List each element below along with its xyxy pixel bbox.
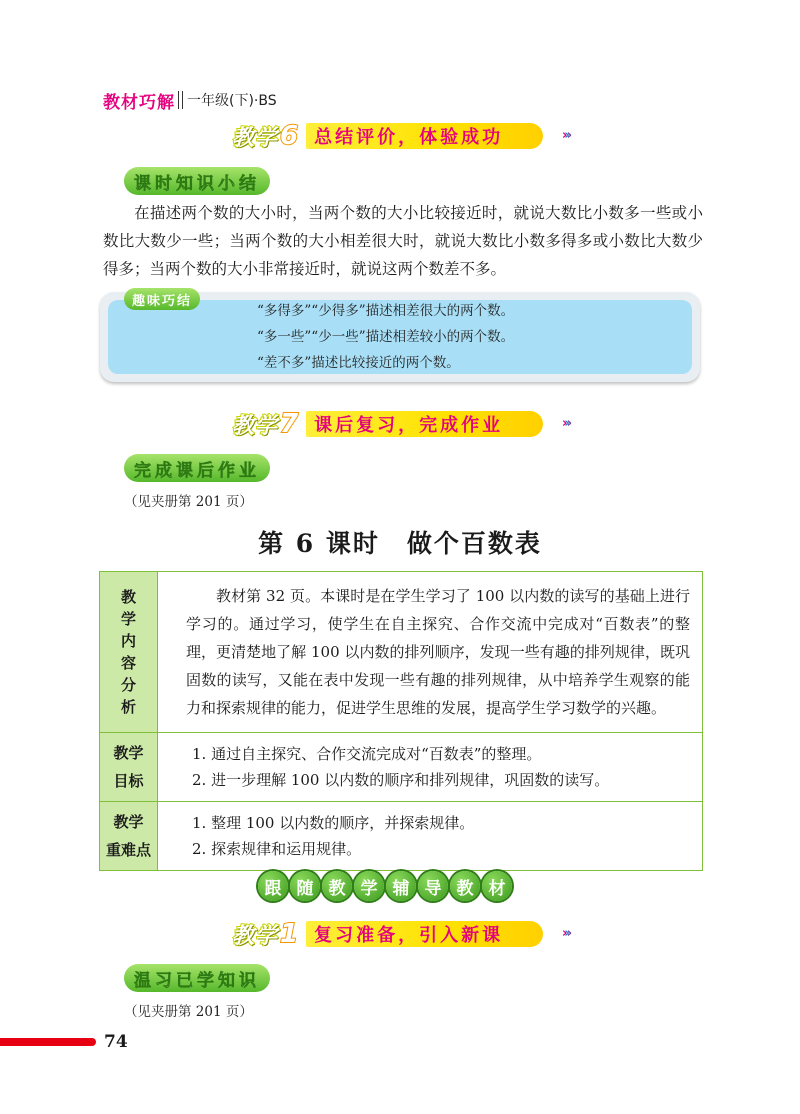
table-row-header <box>100 733 158 802</box>
step-number: 1 <box>280 919 299 949</box>
banner-char: 材 <box>482 871 512 901</box>
banner-char: 辅 <box>386 871 416 901</box>
lesson-plan-table <box>99 571 703 871</box>
fun-line: “多得多”“少得多”描述相差很大的两个数。 <box>257 303 515 319</box>
fun-summary-tag: 趣味巧结 <box>124 288 200 310</box>
table-row <box>100 802 703 871</box>
table-row-header <box>100 572 158 733</box>
page-number-bar <box>0 1038 96 1046</box>
step-number: 6 <box>280 121 299 151</box>
book-brand: 教材巧解 <box>103 92 175 113</box>
step-banner-7 <box>232 409 570 439</box>
step-banner-6 <box>232 121 570 151</box>
header-divider <box>178 91 183 109</box>
row-header-line: 目标 <box>113 772 144 790</box>
triple-chevron-icon: ››› <box>562 926 570 941</box>
table-row <box>100 733 703 802</box>
step-banner-1 <box>232 919 570 949</box>
step-tag: 教学 <box>232 923 279 949</box>
step-tag: 教学 <box>232 125 279 151</box>
banner-char: 随 <box>290 871 320 901</box>
list-item: 2. 进一步理解 100 以内数的顺序和排列规律，巩固数的读写。 <box>192 771 610 789</box>
page-number: 74 <box>104 1032 128 1052</box>
fun-line: “多一些”“少一些”描述相差较小的两个数。 <box>257 329 515 345</box>
step-title: 总结评价，体验成功 <box>314 127 504 148</box>
step-title-ribbon <box>306 123 570 149</box>
review-reference: （见夹册第 201 页） <box>124 1004 253 1020</box>
lesson-title: 第 6 课时 做个百数表 <box>258 529 542 558</box>
step-title: 课后复习，完成作业 <box>314 415 504 436</box>
step-number: 7 <box>280 409 299 439</box>
row-header-line: 重难点 <box>105 841 151 859</box>
table-row <box>100 572 703 733</box>
row-header-text: 教学内容分析 <box>120 588 136 716</box>
row-header-line: 教学 <box>113 744 144 762</box>
summary-section-label: 课时知识小结 <box>124 167 270 195</box>
grade-label: 一年级(下)·BS <box>187 93 277 109</box>
fun-summary-lines <box>257 298 514 376</box>
triple-chevron-icon: ››› <box>562 128 570 143</box>
step-title-ribbon <box>306 921 570 947</box>
homework-reference: （见夹册第 201 页） <box>124 494 253 510</box>
objectives-cell <box>158 733 703 802</box>
fun-line: “差不多”描述比较接近的两个数。 <box>257 355 460 371</box>
fun-summary-box <box>100 292 700 382</box>
banner-char: 学 <box>354 871 384 901</box>
running-header <box>103 88 277 112</box>
banner-char: 教 <box>322 871 352 901</box>
step-tag: 教学 <box>232 413 279 439</box>
step-title-ribbon <box>306 411 570 437</box>
step-title: 复习准备，引入新课 <box>314 925 504 946</box>
list-item: 1. 整理 100 以内数的顺序，并探索规律。 <box>192 814 475 832</box>
triple-chevron-icon: ››› <box>562 416 570 431</box>
banner-char: 跟 <box>258 871 288 901</box>
banner-char: 导 <box>418 871 448 901</box>
list-item: 1. 通过自主探究、合作交流完成对“百数表”的整理。 <box>192 745 542 763</box>
follow-teaching-banner <box>258 871 512 901</box>
list-item: 2. 探索规律和运用规律。 <box>192 840 362 858</box>
banner-char: 教 <box>450 871 480 901</box>
table-row-header <box>100 802 158 871</box>
homework-section-label: 完成课后作业 <box>124 454 270 482</box>
review-section-label: 温习已学知识 <box>124 964 270 992</box>
summary-paragraph: 在描述两个数的大小时，当两个数的大小比较接近时，就说大数比小数多一些或小数比大数少一些；当两个数的大小相差很大时，就说大数比小数多得多或小数比大数少得多；当两个数的大小非常接近时，就说这两个数差不多。 <box>103 204 703 278</box>
content-analysis-cell: 教材第 32 页。本课时是在学生学习了 100 以内数的读写的基础上进行学习的。通过学习，使学生在自主探究、合作交流中完成对“百数表”的整理，更清楚地了解 100 以内数的排列顺序，发现一些有趣的排列规律，既巩固数的读写，又能在表中发现一些有趣的排列规律，从中培养学生观察的能力和探索规律的能力，促进学生思维的发展，提高学生学习数学的兴趣。 <box>158 572 703 733</box>
key-points-cell <box>158 802 703 871</box>
row-header-line: 教学 <box>113 813 144 831</box>
